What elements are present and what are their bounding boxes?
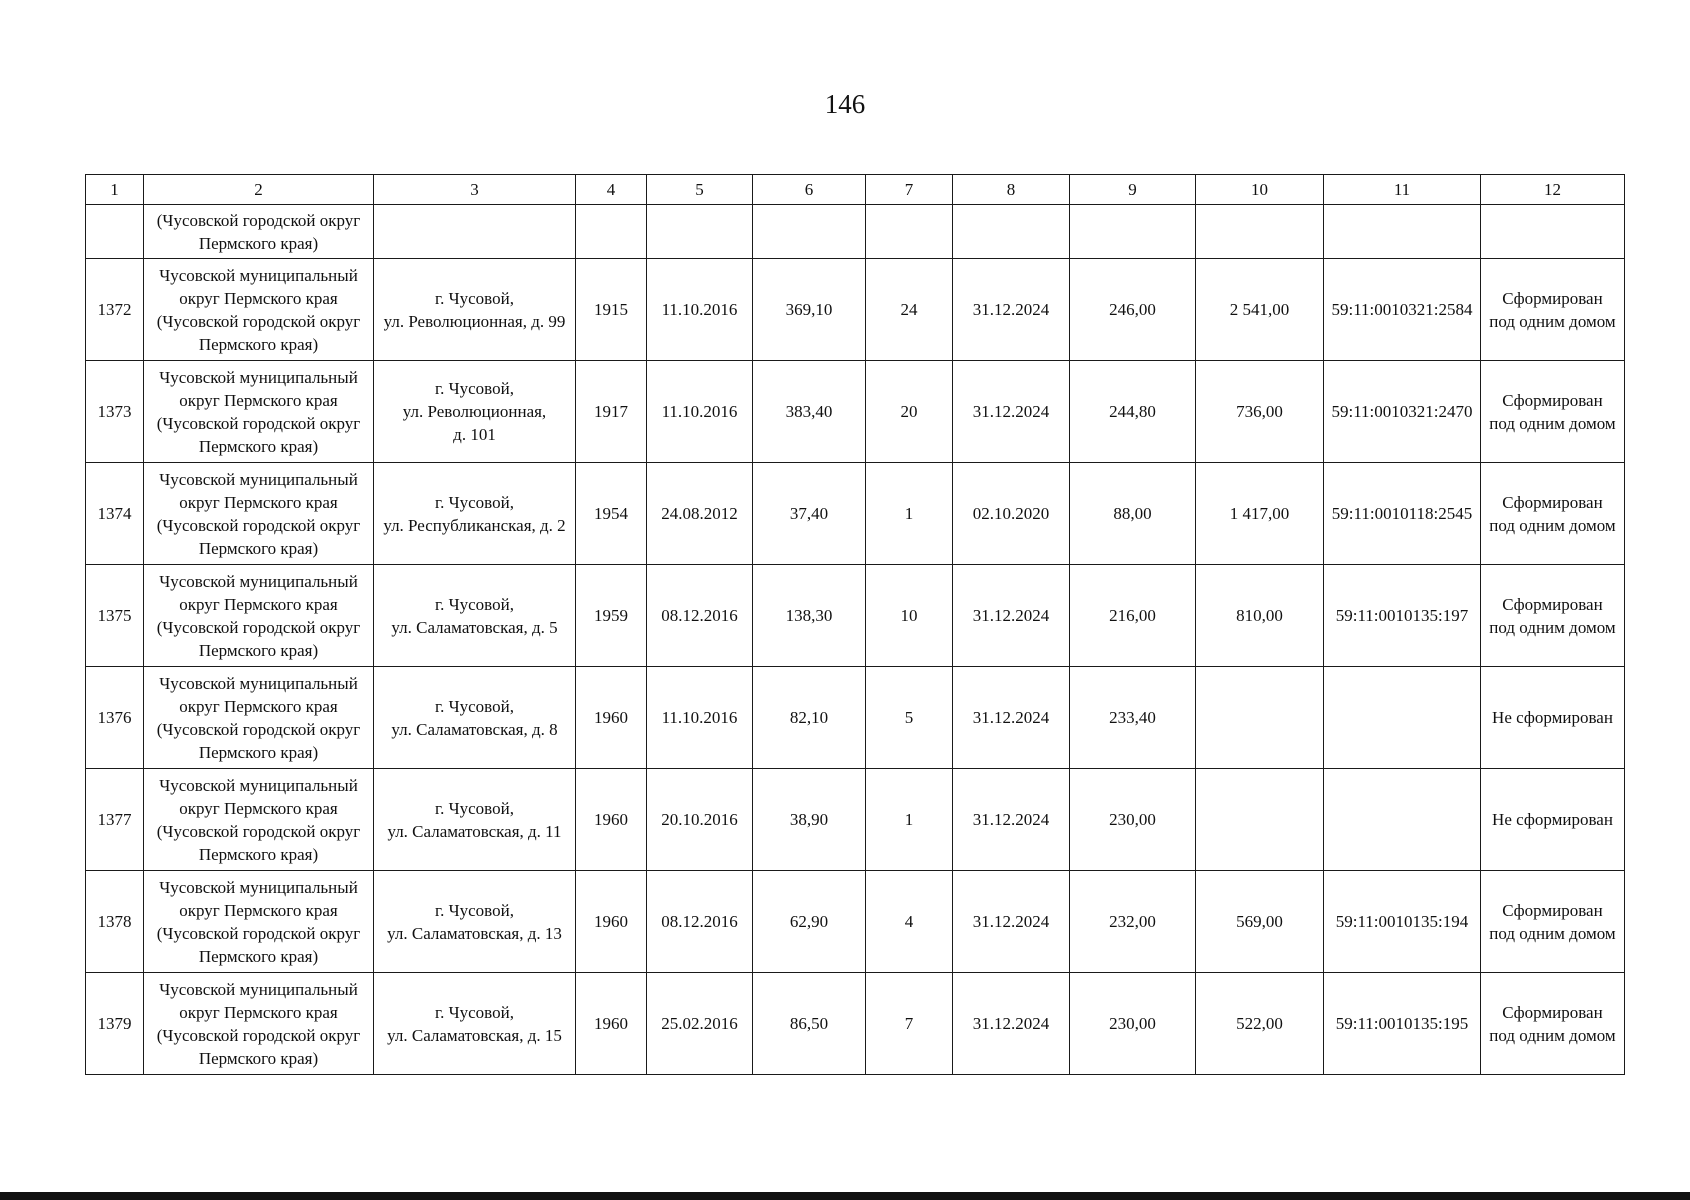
cell-num: 1373 xyxy=(86,361,144,463)
cell-address xyxy=(374,463,576,565)
cell-num xyxy=(86,205,144,259)
table-row xyxy=(86,769,1625,871)
cell-deadline: 02.10.2020 xyxy=(953,463,1070,565)
district-line: Пермского края) xyxy=(198,742,319,762)
district-line: округ Пермского края xyxy=(179,594,338,614)
cell-cost: 244,80 xyxy=(1070,361,1196,463)
cell-land-area: 569,00 xyxy=(1196,871,1324,973)
cell-address xyxy=(374,205,576,259)
district-line: (Чусовской городской округ xyxy=(156,617,361,637)
cell-address xyxy=(374,667,576,769)
district-line: Пермского края) xyxy=(198,1048,319,1068)
column-header: 4 xyxy=(576,175,647,205)
cell-year: 1959 xyxy=(576,565,647,667)
column-header: 9 xyxy=(1070,175,1196,205)
district-line: Пермского края) xyxy=(198,538,319,558)
district-line: Чусовской муниципальный xyxy=(159,979,358,999)
column-header: 6 xyxy=(753,175,866,205)
district-line: Пермского края) xyxy=(198,233,319,253)
district-line: округ Пермского края xyxy=(179,900,338,920)
cell-residents: 1 xyxy=(866,769,953,871)
status-line: Сформирован xyxy=(1502,492,1603,512)
status-line: под одним домом xyxy=(1489,1025,1616,1045)
district-line: Чусовской муниципальный xyxy=(159,469,358,489)
status-line: под одним домом xyxy=(1489,923,1616,943)
cell-date: 11.10.2016 xyxy=(647,259,753,361)
column-header: 12 xyxy=(1481,175,1625,205)
cell-deadline: 31.12.2024 xyxy=(953,973,1070,1075)
status-line: под одним домом xyxy=(1489,311,1616,331)
address-line: г. Чусовой, xyxy=(435,1002,514,1022)
cell-year: 1960 xyxy=(576,769,647,871)
cell-cadastral xyxy=(1324,667,1481,769)
cell-area: 369,10 xyxy=(753,259,866,361)
column-header: 10 xyxy=(1196,175,1324,205)
cell-num: 1375 xyxy=(86,565,144,667)
cell-area: 86,50 xyxy=(753,973,866,1075)
status-line: Сформирован xyxy=(1502,288,1603,308)
cell-residents: 7 xyxy=(866,973,953,1075)
status-line: Сформирован xyxy=(1502,1002,1603,1022)
district-line: (Чусовской городской округ xyxy=(156,923,361,943)
district-line: (Чусовской городской округ xyxy=(156,719,361,739)
district-line: Пермского края) xyxy=(198,946,319,966)
status-line: под одним домом xyxy=(1489,617,1616,637)
district-line: (Чусовской городской округ xyxy=(156,821,361,841)
cell-district xyxy=(144,973,374,1075)
cell-cadastral: 59:11:0010135:195 xyxy=(1324,973,1481,1075)
address-line: ул. Саламатовская, д. 8 xyxy=(391,719,558,739)
cell-cadastral: 59:11:0010321:2470 xyxy=(1324,361,1481,463)
cell-district xyxy=(144,463,374,565)
cell-cadastral: 59:11:0010118:2545 xyxy=(1324,463,1481,565)
district-line: (Чусовской городской округ xyxy=(156,311,361,331)
cell-year: 1954 xyxy=(576,463,647,565)
district-line: Пермского края) xyxy=(198,334,319,354)
table-row xyxy=(86,667,1625,769)
registry-table xyxy=(85,174,1625,1075)
address-line: г. Чусовой, xyxy=(435,798,514,818)
cell-date: 11.10.2016 xyxy=(647,667,753,769)
cell-land-area: 2 541,00 xyxy=(1196,259,1324,361)
cell-deadline xyxy=(953,205,1070,259)
cell-cost: 88,00 xyxy=(1070,463,1196,565)
district-line: округ Пермского края xyxy=(179,1002,338,1022)
address-line: ул. Революционная, xyxy=(402,402,547,421)
column-header: 11 xyxy=(1324,175,1481,205)
cell-residents: 4 xyxy=(866,871,953,973)
district-line: (Чусовской городской округ xyxy=(156,1025,361,1045)
status-line: Не сформирован xyxy=(1492,708,1613,727)
address-line: ул. Саламатовская, д. 11 xyxy=(387,821,562,841)
cell-cost xyxy=(1070,205,1196,259)
header-row xyxy=(86,175,1625,205)
cell-cadastral: 59:11:0010135:194 xyxy=(1324,871,1481,973)
cell-year: 1960 xyxy=(576,973,647,1075)
district-line: Чусовской муниципальный xyxy=(159,367,358,387)
cell-area: 37,40 xyxy=(753,463,866,565)
column-header: 1 xyxy=(86,175,144,205)
district-line: округ Пермского края xyxy=(179,798,338,818)
address-line: ул. Саламатовская, д. 13 xyxy=(387,923,562,943)
cell-cost: 216,00 xyxy=(1070,565,1196,667)
cell-address xyxy=(374,259,576,361)
district-line: (Чусовской городской округ xyxy=(156,413,361,433)
address-line: д. 101 xyxy=(453,425,496,444)
cell-year: 1960 xyxy=(576,871,647,973)
district-line: округ Пермского края xyxy=(179,696,338,716)
table-row xyxy=(86,565,1625,667)
cell-address xyxy=(374,769,576,871)
cell-address xyxy=(374,565,576,667)
cell-deadline: 31.12.2024 xyxy=(953,871,1070,973)
table-row xyxy=(86,463,1625,565)
cell-cost: 230,00 xyxy=(1070,973,1196,1075)
cell-deadline: 31.12.2024 xyxy=(953,667,1070,769)
address-line: г. Чусовой, xyxy=(435,696,514,716)
cell-land-area: 522,00 xyxy=(1196,973,1324,1075)
column-header: 3 xyxy=(374,175,576,205)
registry-table-container xyxy=(85,174,1625,1075)
cell-address xyxy=(374,871,576,973)
cell-status xyxy=(1481,259,1625,361)
column-header: 5 xyxy=(647,175,753,205)
cell-num: 1376 xyxy=(86,667,144,769)
address-line: г. Чусовой, xyxy=(435,900,514,920)
cell-residents: 10 xyxy=(866,565,953,667)
cell-district xyxy=(144,205,374,259)
cell-land-area: 810,00 xyxy=(1196,565,1324,667)
address-line: г. Чусовой, xyxy=(435,492,514,512)
cell-date: 20.10.2016 xyxy=(647,769,753,871)
cell-cost: 246,00 xyxy=(1070,259,1196,361)
cell-status xyxy=(1481,667,1625,769)
cell-address xyxy=(374,361,576,463)
address-line: г. Чусовой, xyxy=(435,594,514,614)
cell-residents: 1 xyxy=(866,463,953,565)
cell-date xyxy=(647,205,753,259)
cell-area xyxy=(753,205,866,259)
district-line: округ Пермского края xyxy=(179,390,338,410)
cell-year: 1915 xyxy=(576,259,647,361)
address-line: ул. Республиканская, д. 2 xyxy=(383,515,566,535)
status-line: под одним домом xyxy=(1489,515,1616,535)
cell-district xyxy=(144,259,374,361)
district-line: (Чусовской городской округ xyxy=(156,210,361,230)
page-number: 146 xyxy=(824,89,866,119)
cell-num: 1374 xyxy=(86,463,144,565)
cell-deadline: 31.12.2024 xyxy=(953,769,1070,871)
cell-area: 383,40 xyxy=(753,361,866,463)
cell-date: 25.02.2016 xyxy=(647,973,753,1075)
cell-deadline: 31.12.2024 xyxy=(953,565,1070,667)
cell-deadline: 31.12.2024 xyxy=(953,361,1070,463)
cell-cost: 230,00 xyxy=(1070,769,1196,871)
district-line: округ Пермского края xyxy=(179,492,338,512)
cell-residents: 20 xyxy=(866,361,953,463)
cell-status xyxy=(1481,871,1625,973)
cell-district xyxy=(144,361,374,463)
cell-status xyxy=(1481,973,1625,1075)
column-header: 2 xyxy=(144,175,374,205)
cell-date: 08.12.2016 xyxy=(647,565,753,667)
address-line: ул. Революционная, д. 99 xyxy=(383,311,566,331)
district-line: Чусовской муниципальный xyxy=(159,571,358,591)
cell-residents: 5 xyxy=(866,667,953,769)
table-row xyxy=(86,871,1625,973)
address-line: г. Чусовой, xyxy=(435,288,514,308)
district-line: Чусовской муниципальный xyxy=(159,265,358,285)
cell-district xyxy=(144,769,374,871)
cell-district xyxy=(144,871,374,973)
cell-num: 1372 xyxy=(86,259,144,361)
status-line: Не сформирован xyxy=(1492,810,1613,829)
cell-land-area xyxy=(1196,667,1324,769)
column-header: 7 xyxy=(866,175,953,205)
cell-status xyxy=(1481,769,1625,871)
cell-year: 1960 xyxy=(576,667,647,769)
district-line: округ Пермского края xyxy=(179,288,338,308)
cell-date: 08.12.2016 xyxy=(647,871,753,973)
cell-residents xyxy=(866,205,953,259)
address-line: г. Чусовой, xyxy=(435,379,514,398)
address-line: ул. Саламатовская, д. 5 xyxy=(391,617,558,637)
cell-date: 24.08.2012 xyxy=(647,463,753,565)
cell-num: 1378 xyxy=(86,871,144,973)
cell-status xyxy=(1481,361,1625,463)
district-line: Чусовской муниципальный xyxy=(159,877,358,897)
cell-date: 11.10.2016 xyxy=(647,361,753,463)
cell-area: 82,10 xyxy=(753,667,866,769)
cell-year xyxy=(576,205,647,259)
district-line: (Чусовской городской округ xyxy=(156,515,361,535)
status-line: Сформирован xyxy=(1502,900,1603,920)
cell-cost: 233,40 xyxy=(1070,667,1196,769)
table-row xyxy=(86,259,1625,361)
continuation-row xyxy=(86,205,1625,259)
cell-cadastral xyxy=(1324,769,1481,871)
district-line: Чусовской муниципальный xyxy=(159,673,358,693)
cell-cadastral xyxy=(1324,205,1481,259)
cell-land-area xyxy=(1196,769,1324,871)
cell-status xyxy=(1481,463,1625,565)
status-line: под одним домом xyxy=(1489,413,1616,433)
district-line: Чусовской муниципальный xyxy=(159,775,358,795)
cell-status xyxy=(1481,205,1625,259)
cell-deadline: 31.12.2024 xyxy=(953,259,1070,361)
cell-area: 62,90 xyxy=(753,871,866,973)
table-row xyxy=(86,361,1625,463)
cell-residents: 24 xyxy=(866,259,953,361)
status-line: Сформирован xyxy=(1502,594,1603,614)
cell-land-area: 1 417,00 xyxy=(1196,463,1324,565)
cell-year: 1917 xyxy=(576,361,647,463)
cell-area: 138,30 xyxy=(753,565,866,667)
cell-status xyxy=(1481,565,1625,667)
status-line: Сформирован xyxy=(1502,390,1603,410)
district-line: Пермского края) xyxy=(198,436,319,456)
table-row xyxy=(86,973,1625,1075)
cell-cadastral: 59:11:0010135:197 xyxy=(1324,565,1481,667)
cell-district xyxy=(144,565,374,667)
cell-land-area xyxy=(1196,205,1324,259)
district-line: Пермского края) xyxy=(198,640,319,660)
cell-num: 1379 xyxy=(86,973,144,1075)
address-line: ул. Саламатовская, д. 15 xyxy=(387,1025,562,1045)
cell-land-area: 736,00 xyxy=(1196,361,1324,463)
cell-address xyxy=(374,973,576,1075)
cell-area: 38,90 xyxy=(753,769,866,871)
cell-num: 1377 xyxy=(86,769,144,871)
cell-cadastral: 59:11:0010321:2584 xyxy=(1324,259,1481,361)
cell-district xyxy=(144,667,374,769)
scan-edge-bar xyxy=(0,1192,1690,1200)
district-line: Пермского края) xyxy=(198,844,319,864)
cell-cost: 232,00 xyxy=(1070,871,1196,973)
column-header: 8 xyxy=(953,175,1070,205)
